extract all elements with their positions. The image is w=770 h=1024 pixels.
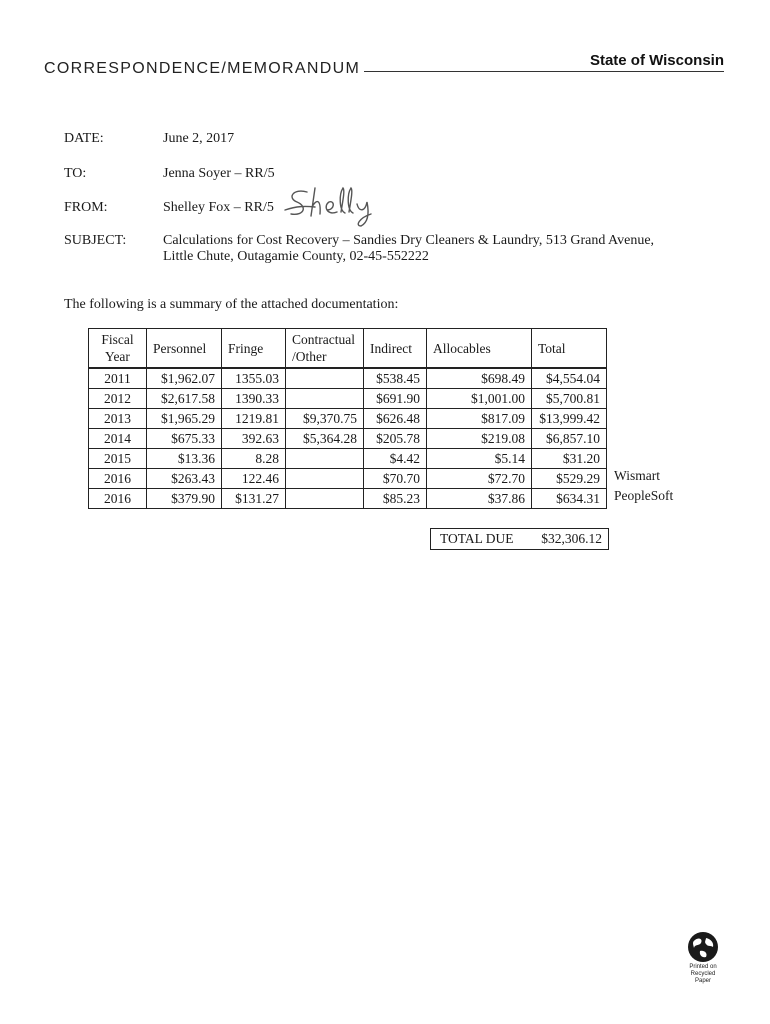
header-fringe: Fringe bbox=[222, 329, 286, 369]
table-row bbox=[89, 489, 607, 509]
total-due-label: TOTAL DUE bbox=[440, 531, 514, 546]
cell-personnel: $1,962.07 bbox=[147, 368, 222, 389]
cell-year: 2011 bbox=[89, 368, 147, 389]
cell-contractual: $9,370.75 bbox=[286, 409, 364, 429]
row-note-wismart: Wismart bbox=[614, 468, 660, 483]
cell-indirect: $85.23 bbox=[364, 489, 427, 509]
date-value: June 2, 2017 bbox=[163, 131, 235, 146]
state-name: State of Wisconsin bbox=[589, 52, 724, 69]
cell-indirect: $205.78 bbox=[364, 429, 427, 449]
cell-fringe: 122.46 bbox=[222, 469, 286, 489]
cell-allocables: $219.08 bbox=[427, 429, 532, 449]
cell-contractual bbox=[286, 389, 364, 409]
table-row bbox=[89, 469, 607, 489]
cell-personnel: $379.90 bbox=[147, 489, 222, 509]
cell-indirect: $4.42 bbox=[364, 449, 427, 469]
recycle-globe-icon bbox=[686, 930, 720, 964]
cell-indirect: $691.90 bbox=[364, 389, 427, 409]
table-row bbox=[89, 409, 607, 429]
from-label: FROM: bbox=[64, 200, 108, 215]
cell-contractual: $5,364.28 bbox=[286, 429, 364, 449]
cell-allocables: $72.70 bbox=[427, 469, 532, 489]
recycled-line-2: Recycled bbox=[690, 971, 716, 977]
cell-indirect: $626.48 bbox=[364, 409, 427, 429]
recycled-paper-logo bbox=[680, 930, 726, 985]
table-row bbox=[89, 389, 607, 409]
header-indirect: Indirect bbox=[364, 329, 427, 369]
row-note-peoplesoft: PeopleSoft bbox=[614, 488, 674, 503]
table-row bbox=[89, 429, 607, 449]
cell-total: $6,857.10 bbox=[532, 429, 607, 449]
cell-fringe: 1219.81 bbox=[222, 409, 286, 429]
cell-personnel: $1,965.29 bbox=[147, 409, 222, 429]
cell-year: 2016 bbox=[89, 489, 147, 509]
handwritten-signature bbox=[283, 182, 383, 228]
cell-allocables: $37.86 bbox=[427, 489, 532, 509]
cell-total: $31.20 bbox=[532, 449, 607, 469]
cell-contractual bbox=[286, 489, 364, 509]
to-label: TO: bbox=[64, 166, 87, 181]
header-allocables: Allocables bbox=[427, 329, 532, 369]
cell-indirect: $70.70 bbox=[364, 469, 427, 489]
cell-fringe: 1355.03 bbox=[222, 368, 286, 389]
header-personnel: Personnel bbox=[147, 329, 222, 369]
subject-line-1: Calculations for Cost Recovery – Sandies Dry Cleaners & Laundry, 513 Grand Avenue, bbox=[163, 233, 655, 248]
cell-contractual bbox=[286, 449, 364, 469]
cell-total: $5,700.81 bbox=[532, 389, 607, 409]
cell-contractual bbox=[286, 469, 364, 489]
header-total: Total bbox=[532, 329, 607, 369]
date-label: DATE: bbox=[64, 131, 104, 146]
cell-fringe: 8.28 bbox=[222, 449, 286, 469]
cell-contractual bbox=[286, 368, 364, 389]
total-due-value: $32,306.12 bbox=[541, 531, 602, 546]
cell-year: 2012 bbox=[89, 389, 147, 409]
table-row bbox=[89, 368, 607, 389]
recycled-line-3: Paper bbox=[694, 978, 711, 984]
cell-year: 2014 bbox=[89, 429, 147, 449]
header-contractual: Contractual /Other bbox=[286, 329, 364, 369]
cell-fringe: 392.63 bbox=[222, 429, 286, 449]
cell-total: $529.29 bbox=[532, 469, 607, 489]
intro-text: The following is a summary of the attached documentation: bbox=[64, 297, 399, 312]
cell-personnel: $675.33 bbox=[147, 429, 222, 449]
cell-allocables: $817.09 bbox=[427, 409, 532, 429]
cell-total: $13,999.42 bbox=[532, 409, 607, 429]
cell-personnel: $13.36 bbox=[147, 449, 222, 469]
table-row bbox=[89, 449, 607, 469]
cell-indirect: $538.45 bbox=[364, 368, 427, 389]
header-fiscal-year: Fiscal Year bbox=[89, 329, 147, 369]
cell-year: 2015 bbox=[89, 449, 147, 469]
cost-summary-table bbox=[88, 328, 607, 509]
recycled-line-1: Printed on bbox=[689, 964, 717, 970]
subject-line-2: Little Chute, Outagamie County, 02-45-552222 bbox=[163, 249, 429, 264]
cell-year: 2016 bbox=[89, 469, 147, 489]
from-value: Shelley Fox – RR/5 bbox=[163, 200, 274, 215]
cell-total: $4,554.04 bbox=[532, 368, 607, 389]
cell-fringe: 1390.33 bbox=[222, 389, 286, 409]
subject-label: SUBJECT: bbox=[64, 233, 127, 248]
cell-allocables: $698.49 bbox=[427, 368, 532, 389]
memo-title: CORRESPONDENCE/MEMORANDUM bbox=[44, 60, 364, 78]
cell-allocables: $1,001.00 bbox=[427, 389, 532, 409]
to-value: Jenna Soyer – RR/5 bbox=[163, 166, 275, 181]
total-due-box bbox=[430, 528, 609, 550]
table-header-row bbox=[89, 329, 607, 369]
cell-total: $634.31 bbox=[532, 489, 607, 509]
cell-personnel: $263.43 bbox=[147, 469, 222, 489]
cell-personnel: $2,617.58 bbox=[147, 389, 222, 409]
cell-year: 2013 bbox=[89, 409, 147, 429]
cell-fringe: $131.27 bbox=[222, 489, 286, 509]
cell-allocables: $5.14 bbox=[427, 449, 532, 469]
